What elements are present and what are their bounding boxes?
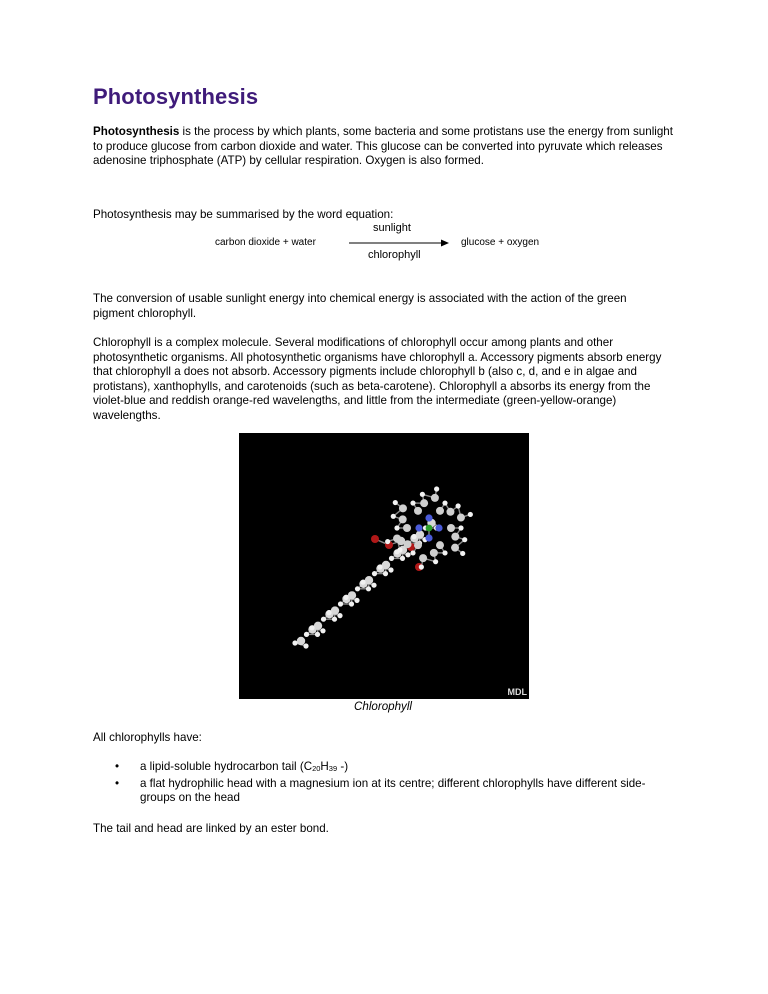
atom bbox=[451, 544, 459, 552]
atom bbox=[451, 533, 459, 541]
atom bbox=[383, 571, 388, 576]
atom bbox=[315, 632, 320, 637]
equation-reactants: carbon dioxide + water bbox=[215, 237, 316, 248]
atom bbox=[420, 492, 425, 497]
atom bbox=[399, 515, 407, 523]
atom bbox=[297, 637, 305, 645]
atom bbox=[468, 512, 473, 517]
figure-caption: Chlorophyll bbox=[354, 700, 412, 713]
atom bbox=[419, 554, 427, 562]
atom bbox=[348, 591, 356, 599]
atom bbox=[404, 540, 412, 548]
equation-condition-below: chlorophyll bbox=[368, 249, 421, 261]
chlorophyll-paragraph: Chlorophyll is a complex molecule. Several modifications of chlorophyll occur among plants and other photosynthetic organisms. All photosynthetic organisms have chlorophyll a. Accessory pigments absorb energy that chlorophyll a does not absorb. Accessory pigments include chlorophyll b (also c, d, and e in algae and protistans), xanthophylls, and carotenoids (such as beta-carotene). Chlorophyll a absorbs its energy from the violet-blue and reddish orange-red wavelengths, and little from the intermediate (green-yellow-orange) wavelengths. bbox=[93, 336, 662, 422]
intro-text: is the process by which plants, some bacteria and some protistans use the energy from sunlight to produce glucose from carbon dioxide and water. This glucose can be converted into pyruvate which releases adenosine triphosphate (ATP) by cellular respiration. Oxygen is also formed. bbox=[93, 125, 673, 168]
atom bbox=[314, 622, 322, 630]
atom bbox=[419, 564, 424, 569]
atom bbox=[434, 486, 439, 491]
atom bbox=[292, 640, 297, 645]
atom bbox=[304, 632, 309, 637]
atom bbox=[320, 628, 325, 633]
atom bbox=[458, 525, 463, 530]
reaction-arrow bbox=[349, 238, 449, 248]
atom bbox=[410, 500, 415, 505]
atom bbox=[436, 507, 444, 515]
atom bbox=[414, 507, 422, 515]
atom bbox=[332, 617, 337, 622]
atom bbox=[399, 504, 407, 512]
atom bbox=[436, 541, 444, 549]
atom bbox=[420, 499, 428, 507]
atom bbox=[389, 556, 394, 561]
closing-paragraph: The tail and head are linked by an ester bond. bbox=[93, 822, 329, 835]
page-title: Photosynthesis bbox=[93, 84, 259, 109]
atom bbox=[365, 576, 373, 584]
chlorophyll-features-list bbox=[93, 760, 663, 806]
atom bbox=[447, 524, 455, 532]
atom bbox=[397, 547, 402, 552]
atom bbox=[343, 595, 348, 600]
atom bbox=[377, 564, 382, 569]
atom bbox=[425, 514, 432, 521]
atom bbox=[309, 625, 314, 630]
all-have-heading: All chlorophylls have: bbox=[93, 731, 202, 744]
atom bbox=[414, 541, 422, 549]
conversion-paragraph: The conversion of usable sunlight energy into chemical energy is associated with the action of the green pigment chlorophyll. bbox=[93, 292, 627, 320]
atom bbox=[366, 586, 371, 591]
atom bbox=[442, 550, 447, 555]
intro-bold-term: Photosynthesis bbox=[93, 125, 180, 138]
equation-condition-above: sunlight bbox=[373, 222, 411, 234]
atom bbox=[338, 601, 343, 606]
atom bbox=[462, 537, 467, 542]
atom bbox=[391, 514, 396, 519]
atom bbox=[403, 524, 411, 532]
equation-intro: Photosynthesis may be summarised by the word equation: bbox=[93, 208, 394, 221]
atom bbox=[393, 534, 401, 542]
atom bbox=[394, 525, 399, 530]
atom bbox=[393, 500, 398, 505]
atom bbox=[372, 571, 377, 576]
atom bbox=[354, 598, 359, 603]
atom bbox=[388, 567, 393, 572]
atom bbox=[425, 534, 432, 541]
list-item: • a lipid-soluble hydrocarbon tail ($C_{20}H_{39}$ -) bbox=[115, 760, 349, 773]
atom bbox=[400, 556, 405, 561]
bullet-icon: • bbox=[115, 776, 120, 790]
atom bbox=[456, 503, 461, 508]
atom bbox=[431, 494, 439, 502]
atom bbox=[430, 549, 438, 557]
atom bbox=[411, 534, 416, 539]
atom bbox=[382, 561, 390, 569]
atom bbox=[349, 601, 354, 606]
atom bbox=[371, 535, 379, 543]
atom bbox=[435, 524, 442, 531]
atom bbox=[303, 643, 308, 648]
intro-paragraph bbox=[93, 125, 673, 169]
atom bbox=[416, 530, 424, 538]
mdl-watermark: MDL bbox=[507, 687, 527, 697]
atom bbox=[405, 552, 410, 557]
chlorophyll-molecule-image bbox=[239, 433, 529, 699]
atom bbox=[326, 610, 331, 615]
atom bbox=[410, 550, 415, 555]
atom bbox=[337, 613, 342, 618]
word-equation bbox=[93, 222, 673, 272]
atom bbox=[321, 617, 326, 622]
molecule-model bbox=[239, 433, 529, 699]
atom bbox=[442, 500, 447, 505]
atom bbox=[415, 524, 422, 531]
atom bbox=[355, 586, 360, 591]
atom bbox=[371, 583, 376, 588]
atom bbox=[385, 539, 390, 544]
atom bbox=[433, 559, 438, 564]
list-item: • a flat hydrophilic head with a magnesium ion at its centre; different chlorophylls have different side-groups on the head bbox=[115, 776, 646, 805]
atom bbox=[457, 514, 465, 522]
atom bbox=[331, 606, 339, 614]
bullet-icon: • bbox=[115, 760, 120, 773]
atom bbox=[446, 508, 454, 516]
atom bbox=[360, 580, 365, 585]
equation-products: glucose + oxygen bbox=[461, 237, 540, 248]
atom bbox=[426, 525, 433, 532]
atom bbox=[460, 551, 465, 556]
